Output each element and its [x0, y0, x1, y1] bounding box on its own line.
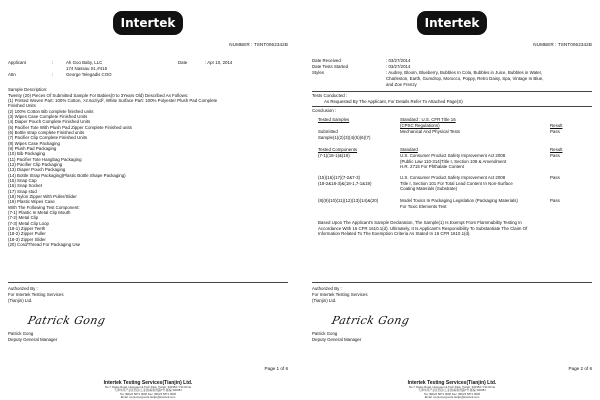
- divider: [312, 91, 592, 92]
- styles-label: Styles: [312, 70, 324, 75]
- exemption-note-line-3: Information Related To The Exemption Criteria As Stated In 16 CFR 1610.1(d).: [318, 231, 471, 236]
- sample-description-line: (18-3) Zipper Slider: [8, 236, 46, 242]
- sample-description-line: (18-2) Zipper Puller: [8, 231, 46, 237]
- divider: [312, 282, 592, 283]
- conclusion-label: Conclusion :: [312, 108, 337, 113]
- sample-description-line: (16) Snap Socket: [8, 183, 42, 189]
- signer-name: Patrick Gong: [8, 331, 34, 336]
- footer-address: No.7 Xiqiao Road, Huayuan Hi-Tech Park, Tianjin, 300384, P.R.China 天津华苑产业区西区(工业园)海泰西路7号 邮编 300384 Tel: (86)22 5871 0000 Fax: (86)22 5871 0000 Email: consumergoods.tianjin@intertek.com: [409, 385, 495, 400]
- date-label: Date: [178, 60, 188, 65]
- sample-description-line: (13) Diaper Pouch Packaging: [8, 167, 66, 173]
- standard-cell: U.S. Consumer Product Safety Improvement Act 2008: [400, 175, 506, 180]
- standard-cell: Coating Materials (Substrate): [400, 186, 458, 191]
- authorized-by-label: Authorized By :: [312, 286, 342, 291]
- authorizer-company-city: (Tianjin) Ltd.: [8, 298, 33, 303]
- attn-label: Attn: [8, 72, 16, 77]
- applicant-address: 174 Nassau St.,#415: [66, 66, 108, 71]
- date-tests-started-label: Date Tests Started: [312, 64, 349, 69]
- footer-company: Intertek Testing Services(Tianjin) Ltd.: [103, 380, 193, 386]
- signer-title: Deputy General Manager: [8, 337, 58, 342]
- sample-description-label: Sample Description:: [8, 87, 48, 92]
- attn-colon: :: [52, 72, 54, 77]
- sample-description-line: (7-3) Metal Clip Loop: [8, 220, 49, 226]
- standard-header: Standard: [400, 147, 418, 152]
- sample-description-line: (9) Plush Pad Packaging: [8, 145, 57, 151]
- sample-description-line: With The Following Test Component:: [8, 204, 80, 210]
- sample-description-line: (7) Pacifier Clip Complete Finished Units: [8, 135, 88, 141]
- sample-description-line: (19) Plastic Wipes Case: [8, 199, 55, 205]
- standard-header: Standard : U.S. CFR Title 16: [400, 117, 456, 122]
- standard-cell: Model Toxics In Packaging Legislation (Packaging Materials): [400, 198, 518, 203]
- exemption-note-line-2: Accordance With 16 CFR 1610.1(d). Ultimately, It Is Applicant's Responsibility To Substantiate The Claim Of: [318, 225, 528, 231]
- date-received-label: Date Received: [312, 58, 341, 63]
- result-cell: Pass: [550, 153, 560, 158]
- standard-cell: For Toxic Elements Test: [400, 203, 447, 209]
- sample-cell: Submitted: [318, 129, 338, 134]
- styles-line-3: and Zoe Frenzy: [386, 82, 417, 87]
- signature: Patrick Gong: [330, 314, 411, 327]
- report-number: NUMBER : TSNT0062342B: [533, 42, 592, 47]
- sample-description-line: (6) Bottle strap complete Finished units: [8, 129, 85, 135]
- result-header: Result: [550, 123, 563, 128]
- sample-description-line: (7-1) Plastic In Metal Clip Mouth: [8, 210, 71, 216]
- styles-line-1: : Audrey, Bloom, Blueberry, Bubbles In Cola, Bubbles in Juice, Bubbles in Water,: [386, 70, 543, 75]
- intertek-logo: Intertek: [417, 11, 487, 35]
- date-value: : Apr 10, 2014: [205, 60, 233, 65]
- page-number: Page 1 of 6: [264, 366, 288, 371]
- result-header: Result: [550, 147, 563, 152]
- component-cell: (7-1)(18-1)&(19): [318, 153, 350, 158]
- tests-conducted-value: As Requested By The Applicant, For Details Refer To Attached Page(S): [324, 99, 463, 104]
- date-received-value: : 03/27/2014: [386, 58, 411, 63]
- sample-cell: Sample(1)(2)(3)(4)(5)(6)(7): [318, 135, 371, 140]
- sample-description-line: (11) Pacifier Tote Hangbag Packaging: [8, 156, 82, 162]
- sample-description-line: (7-2) Metal Clip: [8, 215, 39, 221]
- result-cell: Pass: [550, 129, 560, 134]
- divider: [8, 282, 288, 283]
- signature: Patrick Gong: [26, 314, 107, 327]
- sample-description-line: (15) Snap Cap: [8, 178, 37, 183]
- sample-description-line: (18) Nylon Zipper With Puller/Slider: [8, 194, 77, 200]
- intertek-logo: Intertek: [113, 11, 183, 35]
- standard-cell: (Public Law 110-314)Title I, Section 108 & Amendment: [400, 158, 507, 164]
- sample-description-list: [8, 93, 217, 248]
- tests-conducted-label: Tests Conducted :: [312, 93, 348, 98]
- result-cell: Pass: [550, 198, 560, 203]
- authorizer-company-city: (Tianjin) Ltd.: [312, 298, 337, 303]
- signer-name: Patrick Gong: [312, 331, 338, 336]
- sample-description-line: (1) Printed Woven Part: 100% Cotton, >2.6oz/yd², White Surface Part: 100% Polyester Plush Pad Complete: [8, 97, 218, 103]
- standard-cell: Mechanical And Physical Tests: [400, 129, 460, 134]
- sample-description-line: (4) Diaper Pouch Complete Finished Units: [8, 119, 91, 125]
- sample-description-line: Finished Units: [8, 103, 36, 109]
- attn-value: George Telegadis COO: [66, 72, 112, 77]
- result-cell: Pass: [550, 175, 560, 180]
- authorizer-company: For Intertek Testing Services: [312, 292, 368, 297]
- component-cell: (8)(9)(10)(11)(12)(13)(14)&(20): [318, 198, 379, 203]
- sample-description-line: (10) Bib Packaging: [8, 151, 46, 157]
- applicant-label: Applicant: [8, 60, 27, 65]
- standard-cell: Title I, Section 101 For Total Lead Content In Non-Surface: [400, 180, 513, 186]
- authorizer-company: For Intertek Testing Services: [8, 292, 64, 297]
- divider: [312, 106, 592, 107]
- styles-line-2: Charleston, Earth, Gumdrop, Morocco, Poppy, Retro Daisy, Spa, Vintage In Blue,: [386, 76, 544, 81]
- sample-description-line: (3) Wipes Case Complete Finished Units: [8, 113, 88, 119]
- sample-description-line: (18-1) Zipper Teeth: [8, 226, 46, 232]
- standard-cell: U.S. Consumer Product Safety Improvement Act 2008: [400, 153, 506, 158]
- report-page-2: [304, 0, 600, 400]
- report-number: NUMBER : TSNT0062342B: [229, 42, 288, 47]
- tested-components-header: Tested Components: [318, 147, 358, 152]
- standard-cell: H.R. 2715 For Phthalate Content: [400, 164, 464, 169]
- footer-company: Intertek Testing Services(Tianjin) Ltd.: [407, 380, 497, 386]
- report-page-1: [0, 0, 296, 400]
- page-gap: [297, 0, 303, 400]
- sample-description-line: (2) 100% Cotton Bib complete finished units: [8, 108, 94, 114]
- cpsc-header: (CPSC Regulations): [400, 123, 440, 128]
- sample-description-line: (17) Snap stud: [8, 188, 37, 194]
- exemption-note-line-1: Based Upon The Applicant's Sample Declaration, The Sample(1) Is Exempt From Flammability Testing In: [318, 220, 522, 225]
- sample-description-line: (8) Wipes Case Packaging: [8, 140, 60, 146]
- sample-description-line: (14) Bottle Strap Packaging(Plastic Bottle Shape Packaging): [8, 172, 126, 178]
- footer-address: No.7 Xiqiao Road, Huayuan Hi-Tech Park, Tianjin, 300384, P.R.China 天津华苑产业区西区(工业园)海泰西路7号 邮编 300384 Tel: (86)22 5871 0000 Fax: (86)22 5871 0000 Email: consumergoods.tianjin@intertek.com: [105, 385, 191, 400]
- page-number: Page 2 of 6: [568, 366, 592, 371]
- tested-samples-header: Tested Samples: [318, 117, 350, 122]
- sample-description-line: (12) Pacifier Clip Packaging: [8, 161, 63, 167]
- authorized-by-label: Authorized By :: [8, 286, 38, 291]
- sample-description-line: Twenty (20) Pieces Of Submitted Sample For Babies(0 to 3Years Old) Described As Follows:: [8, 92, 189, 98]
- applicant-name: Ah Goo Baby, LLC: [66, 60, 103, 65]
- sample-description-line: (20) Cord/Thread For Packaging Use: [8, 242, 81, 248]
- component-cell: (18-2&18-3)&(18-1,7-1&19): [318, 180, 372, 186]
- date-tests-started-value: : 03/27/2014: [386, 64, 411, 69]
- component-cell: (15)(16)(17)(7-2&7-3): [318, 175, 360, 180]
- applicant-colon: :: [52, 60, 54, 65]
- signer-title: Deputy General Manager: [312, 337, 362, 342]
- sample-description-line: (5) Pacifier Tote With Plush Pad Zipper Complete Finished units: [8, 124, 132, 130]
